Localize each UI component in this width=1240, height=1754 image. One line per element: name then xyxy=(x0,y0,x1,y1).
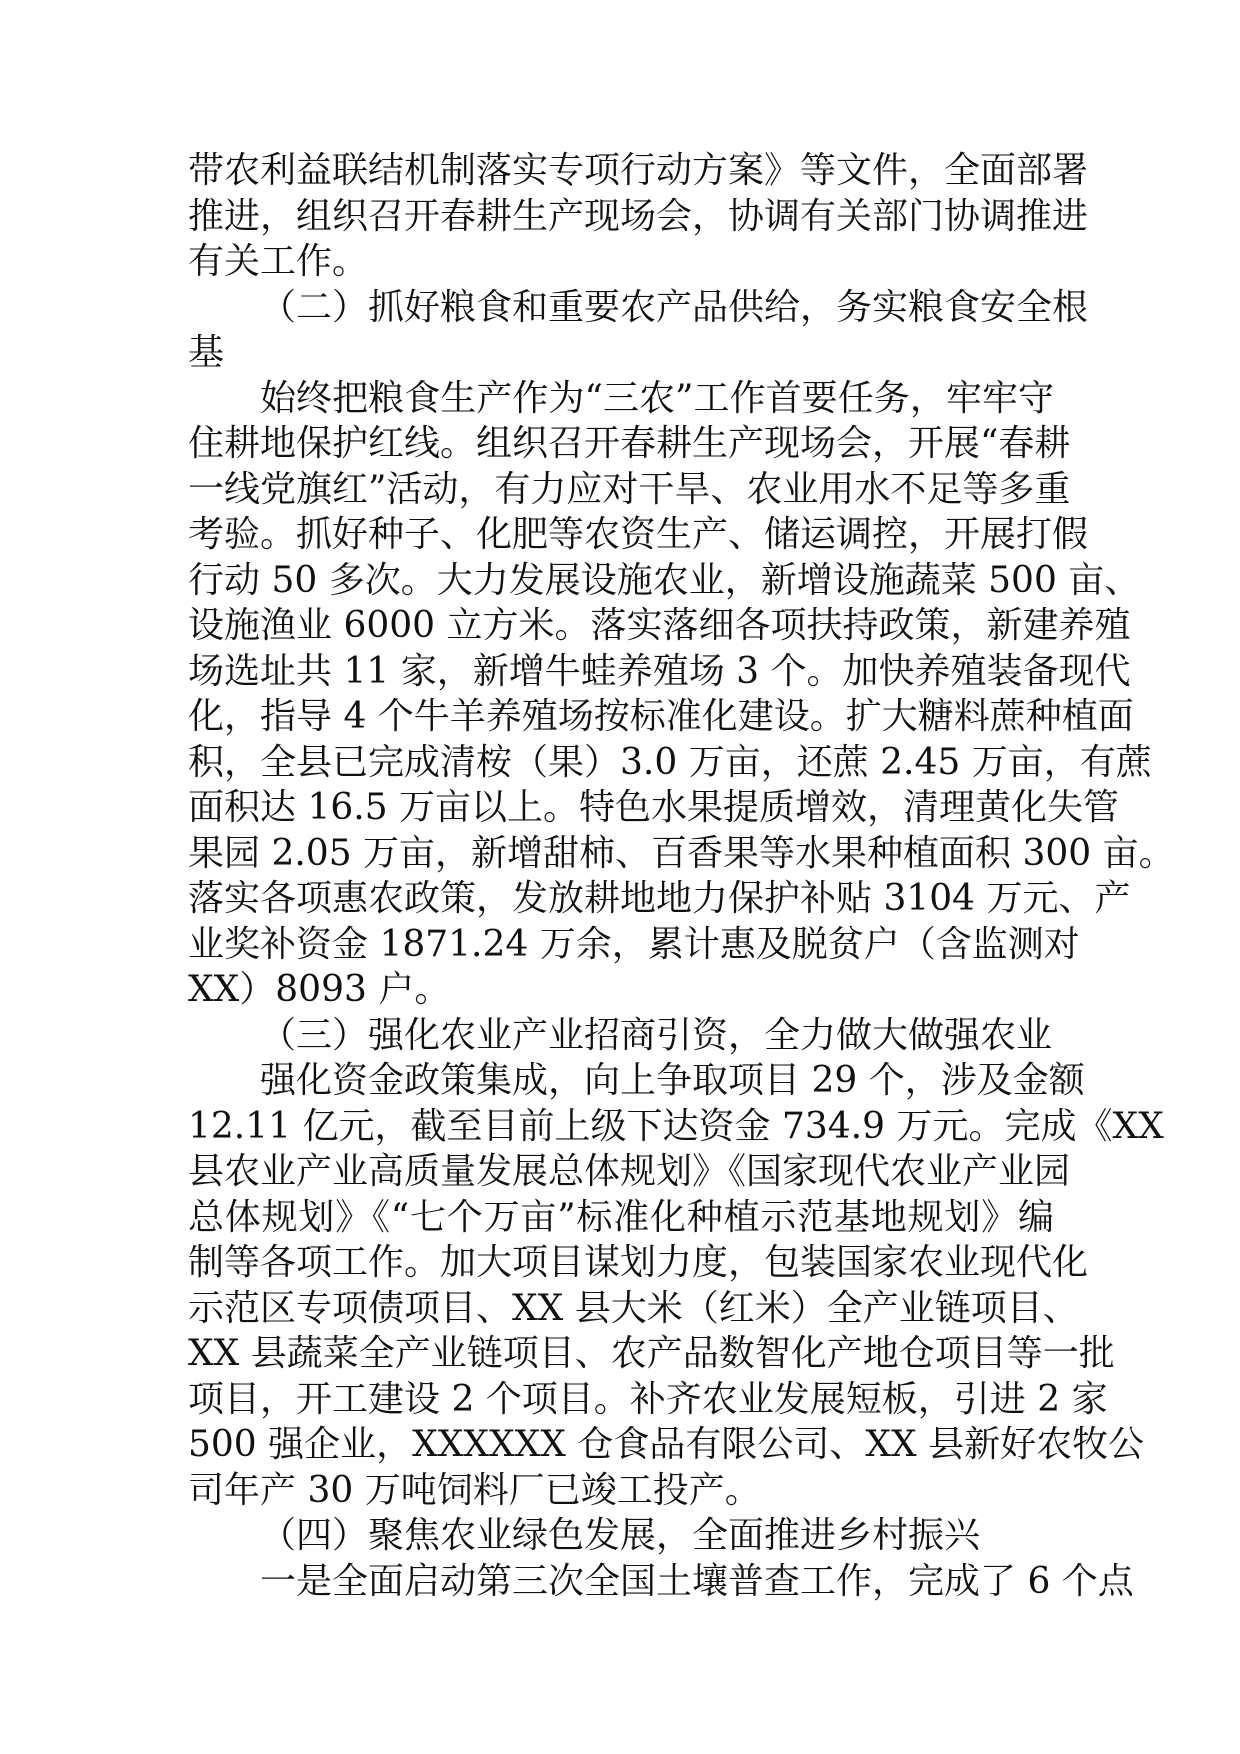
paragraph-line: 总体规划》《“七个万亩”标准化种植示范基地规划》编 xyxy=(188,1196,1054,1238)
section-heading-line: （二）抓好粮食和重要农产品供给，务实粮食安全根 xyxy=(260,286,1089,328)
paragraph-line: 司年产 30 万吨饲料厂已竣工投产。 xyxy=(188,1469,761,1511)
paragraph-line: 行动 50 多次。大力发展设施农业，新增设施蔬菜 500 亩、 xyxy=(188,559,1141,601)
paragraph-line: 一线党旗红”活动，有力应对干旱、农业用水不足等多重 xyxy=(188,468,1071,510)
paragraph-line: 强化资金政策集成，向上争取项目 29 个，涉及金额 xyxy=(260,1060,1085,1101)
paragraph-line: 落实各项惠农政策，发放耕地地力保护补贴 3104 万元、产 xyxy=(188,878,1131,919)
paragraph-line: 县农业产业高质量发展总体规划》《国家现代农业产业园 xyxy=(188,1151,1071,1192)
paragraph-line: 化，指导 4 个牛羊养殖场按标准化建设。扩大糖料蔗种植面 xyxy=(188,696,1134,737)
paragraph-line: 积，全县已完成清桉（果）3.0 万亩，还蔗 2.45 万亩，有蔗 xyxy=(188,741,1152,783)
paragraph-line: XX 县蔬菜全产业链项目、农产品数智化产地仓项目等一批 xyxy=(188,1333,1115,1374)
paragraph-line: 示范区专项债项目、XX 县大米（红米）全产业链项目、 xyxy=(188,1287,1079,1329)
paragraph-line: 12.11 亿元，截至目前上级下达资金 734.9 万元。完成《XX xyxy=(188,1105,1164,1147)
paragraph-line: 场选址共 11 家，新增牛蛙养殖场 3 个。加快养殖装备现代 xyxy=(188,650,1131,692)
paragraph-line: 推进，组织召开春耕生产现场会，协调有关部门协调推进 xyxy=(188,195,1089,237)
paragraph-line: 制等各项工作。加大项目谋划力度，包装国家农业现代化 xyxy=(188,1242,1089,1283)
paragraph-line: 有关工作。 xyxy=(188,241,369,282)
paragraph-line: XX）8093 户。 xyxy=(188,969,451,1010)
section-heading-line: （四）聚焦农业绿色发展，全面推进乡村振兴 xyxy=(260,1515,981,1556)
paragraph-line: 设施渔业 6000 立方米。落实落细各项扶持政策，新建养殖 xyxy=(188,605,1131,646)
paragraph-line: 住耕地保护红线。组织召开春耕生产现场会，开展“春耕 xyxy=(188,423,1071,464)
paragraph-line: 带农利益联结机制落实专项行动方案》等文件，全面部署 xyxy=(188,150,1089,191)
section-heading-line: 基 xyxy=(188,332,225,373)
paragraph-line: 面积达 16.5 万亩以上。特色水果提质增效，清理黄化失管 xyxy=(188,787,1120,828)
paragraph-line: 始终把粮食生产作为“三农”工作首要任务，牢牢守 xyxy=(260,377,1054,419)
paragraph-line: 业奖补资金 1871.24 万余，累计惠及脱贫户（含监测对 xyxy=(188,923,1080,965)
paragraph-line: 项目，开工建设 2 个项目。补齐农业发展短板，引进 2 家 xyxy=(188,1378,1108,1420)
section-heading-line: （三）强化农业产业招商引资，全力做大做强农业 xyxy=(260,1014,1053,1056)
document-page xyxy=(188,148,1175,1604)
paragraph-line: 500 强企业，XXXXXX 仓食品有限公司、XX 县新好农牧公 xyxy=(188,1424,1145,1465)
paragraph-line: 一是全面启动第三次全国土壤普查工作，完成了 6 个点 xyxy=(260,1560,1134,1602)
paragraph-line: 果园 2.05 万亩，新增甜柿、百香果等水果种植面积 300 亩。 xyxy=(188,832,1175,874)
paragraph-line: 考验。抓好种子、化肥等农资生产、储运调控，开展打假 xyxy=(188,514,1089,555)
